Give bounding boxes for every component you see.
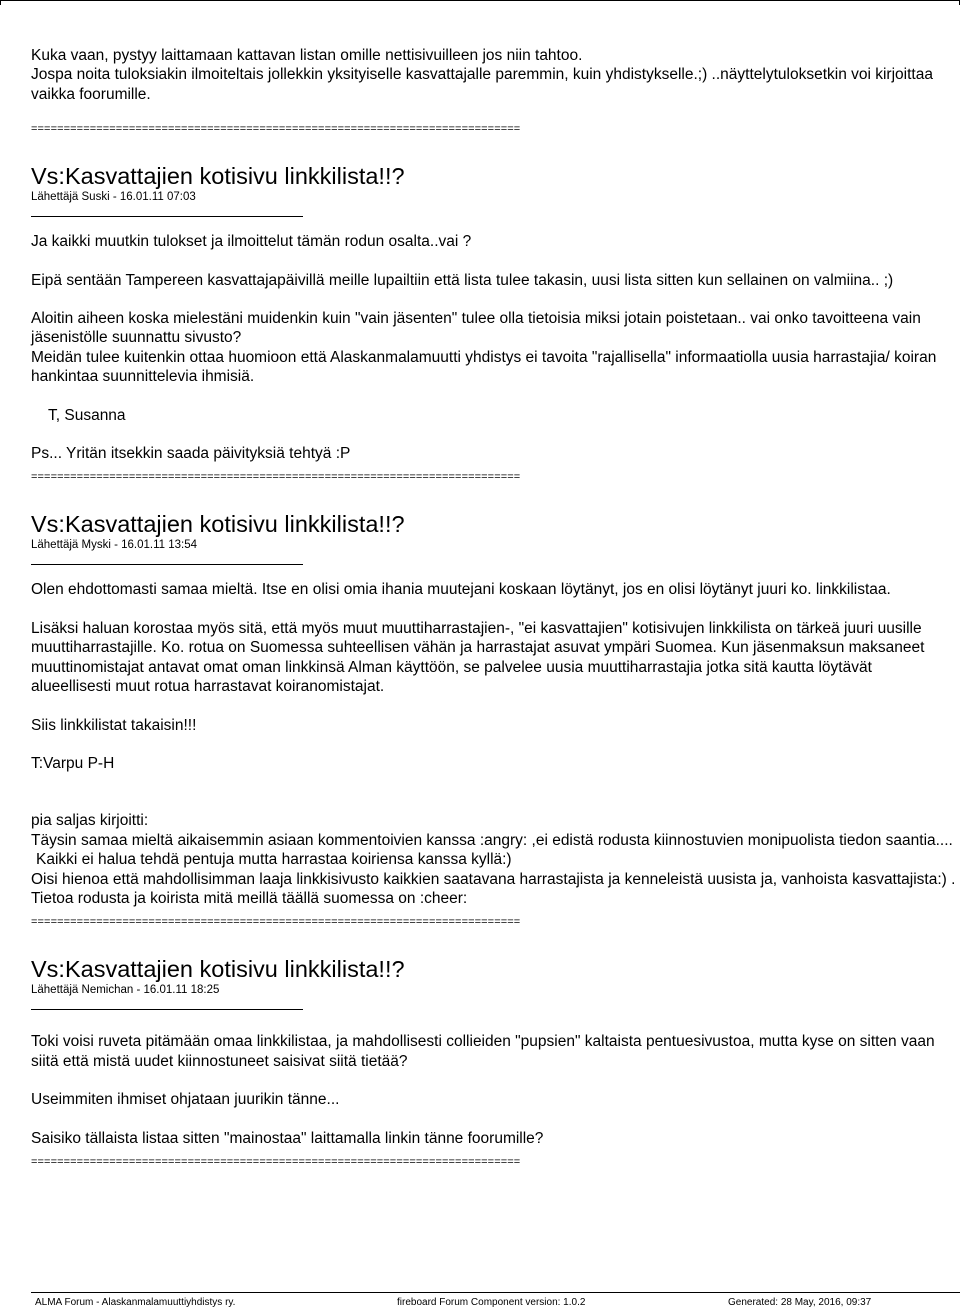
intro-post-tail bbox=[31, 46, 956, 104]
separator: =========================================================================== bbox=[31, 1155, 521, 1168]
post-paragraph: Useimmiten ihmiset ohjataan juurikin tänne... bbox=[31, 1091, 340, 1109]
post-body bbox=[31, 1032, 956, 1148]
post-paragraph: Eipä sentään Tampereen kasvattajapäivillä meille lupailtiin että lista tulee takasin, uusi lista sitten kun sellainen on valmiina.. ;) bbox=[31, 271, 894, 289]
separator: =========================================================================== bbox=[31, 123, 521, 136]
footer-site-name: ALMA Forum - Alaskanmalamuuttiyhdistys ry. bbox=[35, 1297, 236, 1308]
post-title: Vs:Kasvattajien kotisivu linkkilista!!? bbox=[31, 956, 405, 983]
post-header-rule bbox=[31, 564, 303, 565]
post bbox=[31, 162, 956, 463]
quote-line: Täysin samaa mieltä aikaisemmin asiaan kommentoivien kanssa :angry: ,ei edistä rodusta kiinnostuvien monipuolista tiedon saantia.... bbox=[31, 831, 953, 849]
footer-rule bbox=[31, 1292, 960, 1293]
post-paragraph: Siis linkkilistat takaisin!!! bbox=[31, 716, 197, 734]
post-paragraph-group bbox=[31, 309, 956, 387]
post-paragraph: Saisiko tällaista listaa sitten "mainostaa" laittamalla linkin tänne foorumille? bbox=[31, 1129, 544, 1147]
post-title: Vs:Kasvattajien kotisivu linkkilista!!? bbox=[31, 163, 405, 190]
post-paragraph: Aloitin aiheen koska mielestäni muidenkin kuin "vain jäsenten" tulee olla tietoisia miksi jotain poistetaan.. vai onko tavoitteena vain jäsenistölle suunnattu sivusto? bbox=[31, 310, 921, 347]
quoted-message bbox=[31, 811, 956, 908]
quote-line: Kaikki ei halua tehdä pentuja mutta harrastaa koiriensa kanssa kyllä:) bbox=[36, 851, 512, 869]
post-header-rule bbox=[31, 1009, 303, 1010]
quote-line: Tietoa rodusta ja koirista mitä meillä täällä suomessa on :cheer: bbox=[31, 889, 468, 907]
post-body bbox=[31, 580, 956, 908]
post-paragraph: Lisäksi haluan korostaa myös sitä, että myös muut muuttiharrastajien-, "ei kasvattajien" kotisivujen linkkilista on tärkeä juuri uusille muuttiharrastajille. Ko. rotua on Suomessa suhteellisen vähän ja harrastajat asuvat ympäri Suomea. Kun jäsenmaksun maksaneet muuttinomistajat antavat omat oman linkkinsä Alman käyttöön, se palvelee uusia muuttiharrastajia jotka sitä kautta löytävät alueellisesti muut rotua harrastavat koiranomistajat. bbox=[31, 619, 925, 696]
post-title: Vs:Kasvattajien kotisivu linkkilista!!? bbox=[31, 511, 405, 538]
post-paragraph: Toki voisi ruveta pitämään omaa linkkilistaa, ja mahdollisesti collieiden "pupsien" kaltaista pentuesivustoa, mutta kyse on sitten vaan siitä että mistä uudet kiinnostuneet saisivat siitä tietää? bbox=[31, 1033, 935, 1070]
page-footer bbox=[0, 1292, 960, 1310]
footer-component-version: fireboard Forum Component version: 1.0.2 bbox=[397, 1297, 586, 1308]
intro-line-1: Kuka vaan, pystyy laittamaan kattavan listan omille nettisivuilleen jos niin tahtoo. bbox=[31, 47, 583, 64]
post-paragraph: Meidän tulee kuitenkin ottaa huomioon että Alaskanmalamuutti yhdistys ei tavoita "rajallisella" informaatiolla uusia harrastajia/ koiran hankintaa suunnittelevia ihmisiä. bbox=[31, 348, 937, 386]
quote-line: Oisi hienoa että mahdollisimman laaja linkkisivusto kaikkien saatavana harrastajista ja kenneleistä uusista ja, vanhoista kasvattajista:) . bbox=[31, 870, 956, 888]
post-signature: T:Varpu P-H bbox=[31, 754, 115, 772]
post bbox=[31, 955, 956, 1148]
post-header-rule bbox=[31, 216, 303, 217]
quote-author: pia saljas kirjoitti: bbox=[31, 812, 149, 830]
separator: =========================================================================== bbox=[31, 471, 521, 484]
intro-line-2: Jospa noita tuloksiakin ilmoiteltais jollekkin yksityiselle kasvattajalle paremmin, kuin yhdistykselle.;) ..näyttelytuloksetkin voi kirjoittaa vaikka foorumille. bbox=[31, 66, 933, 103]
footer-generated-date: Generated: 28 May, 2016, 09:37 bbox=[728, 1297, 872, 1308]
post bbox=[31, 510, 956, 908]
separator: =========================================================================== bbox=[31, 916, 521, 929]
post-meta: Lähettäjä Myski - 16.01.11 13:54 bbox=[31, 539, 198, 552]
post-meta: Lähettäjä Suski - 16.01.11 07:03 bbox=[31, 191, 196, 204]
post-paragraph: Ja kaikki muutkin tulokset ja ilmoittelut tämän rodun osalta..vai ? bbox=[31, 233, 472, 251]
post-paragraph: Olen ehdottomasti samaa mieltä. Itse en olisi omia ihania muutejani koskaan löytänyt, jos en olisi löytänyt juuri ko. linkkilistaa. bbox=[31, 581, 891, 599]
page-top-rule bbox=[0, 0, 960, 1]
post-signature: T, Susanna bbox=[48, 406, 126, 424]
forum-thread-content bbox=[31, 46, 956, 1168]
post-postscript: Ps... Yritän itsekkin saada päivityksiä tehtyä :P bbox=[31, 445, 351, 463]
post-meta: Lähettäjä Nemichan - 16.01.11 18:25 bbox=[31, 984, 220, 997]
top-rule-left-tick bbox=[0, 0, 1, 5]
post-body bbox=[31, 232, 956, 463]
